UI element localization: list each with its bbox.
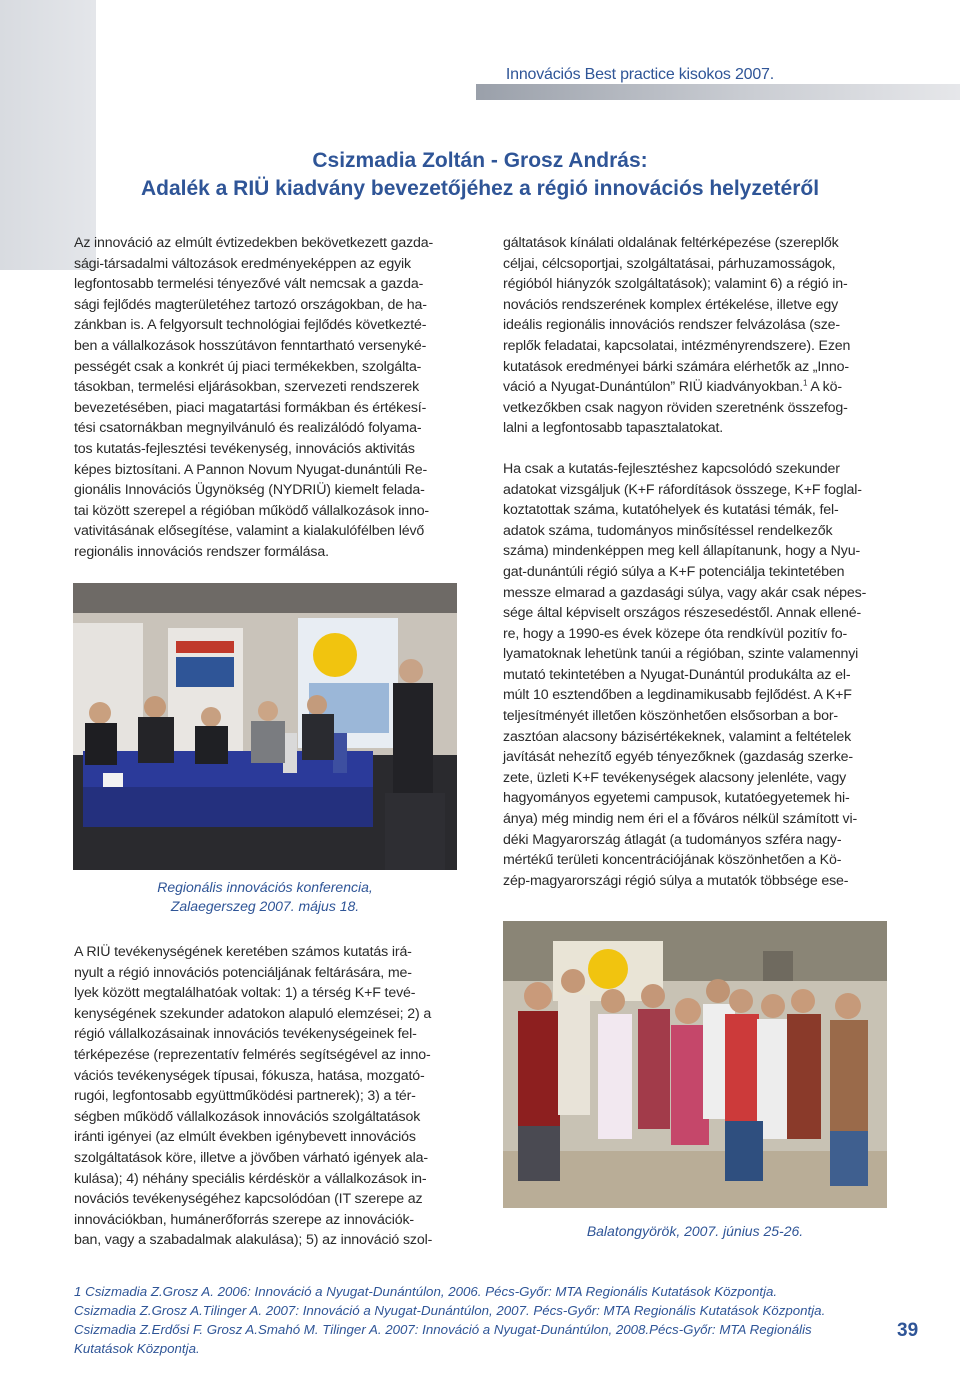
- text-line: messze elmarad a gazdasági súlya, vagy akár csak népes-: [503, 584, 867, 601]
- text-line: adatokat vizsgáljuk (K+F ráfordítások összege, K+F foglal-: [503, 481, 862, 498]
- text-line: innovációkban, humánerőforrás szerepe az innovációk-: [74, 1211, 414, 1228]
- footnotes: [74, 1282, 864, 1358]
- text-line: sági-társadalmi változások eredményeképpen az egyik: [74, 255, 411, 272]
- text-line-tail: A kö-: [807, 379, 842, 396]
- text-line: nyult a régió innovációs potenciáljának feltárására, me-: [74, 964, 412, 981]
- text-line: váció a Nyugat-Dunántúlon” RIÜ kiadványokban.: [503, 379, 804, 396]
- caption-line: Regionális innovációs konferencia,: [157, 879, 373, 895]
- text-line: re, hogy a 1990-es évek közepe óta rendkívül pozitív fo-: [503, 625, 848, 642]
- text-line: vetkezőkben csak nagyon röviden szeretnénk összefog-: [503, 399, 848, 416]
- text-line: Ha csak a kutatás-fejlesztéshez kapcsolódó szekunder: [503, 460, 840, 477]
- text-line: novációs rendszerének komplex értékelése, illetve egy: [503, 296, 839, 313]
- left-column-bottom: [74, 942, 459, 1251]
- text-line: vációs tevékenységek típusai, fókusza, hatása, mozgató-: [74, 1067, 425, 1084]
- text-line: gáltatások kínálati oldalának feltérképezése (szereplők: [503, 235, 839, 251]
- text-line: ánya) még mindig nem éri el a főváros nélkül számított vi-: [503, 811, 858, 828]
- text-line: ben a vállalkozások hosszútávon fenntartható versenyké-: [74, 337, 427, 354]
- text-line: tásokban, termelési eljárásokban, szervezeti rendszerek: [74, 379, 420, 396]
- text-line: sági fejlődés magterületéhez tartozó országokban, de ha-: [74, 296, 427, 313]
- text-line: gat-dunántúli régió súlya a K+F potenciálja tekintetében: [503, 563, 845, 580]
- right-column-top: [503, 233, 889, 891]
- article-title: Adalék a RIÜ kiadvány bevezetőjéhez a régió innovációs helyzetéről: [140, 177, 820, 200]
- footnote-line: Kutatások Központja.: [74, 1341, 200, 1356]
- text-line: ideális regionális innovációs rendszer felvázolása (sze-: [503, 317, 840, 334]
- text-line: ban, vagy a szabadalmak alakulása); 5) az innováció szol-: [74, 1232, 433, 1249]
- paragraph-continuation: [503, 233, 889, 439]
- footnote-line: Csizmadia Z.Erdősi F. Grosz A.Smahó M. Tilinger A. 2007: Innováció a Nyugat-Dunántúlon, 2008.Pécs-Győr: MTA Regionális: [74, 1322, 812, 1337]
- article-author-title: Csizmadia Zoltán - Grosz András:: [312, 149, 648, 172]
- text-line: lyek között megtalálhatóak voltak: 1) a térség K+F tevé-: [74, 985, 416, 1002]
- text-line: A RIÜ tevékenységének keretében számos kutatás irá-: [74, 944, 412, 960]
- text-line: kulása); 4) néhány speciális kérdéskör a vállalkozások in-: [74, 1170, 427, 1187]
- group-photo-caption: Balatongyörök, 2007. június 25-26.: [586, 1223, 804, 1239]
- text-line: tos kutatás-fejlesztési tevékenység, innovációs aktivitás: [74, 440, 415, 457]
- text-line: zasztóan alacsony bázisértékeknek, valamint a feltételek: [503, 728, 852, 745]
- running-title: Innovációs Best practice kisokos 2007.: [505, 66, 774, 83]
- page-number: 39: [897, 1320, 919, 1341]
- caption-line: Zalaegerszeg 2007. május 18.: [170, 898, 360, 914]
- text-line: zete, üzleti K+F tevékenységek alacsony jelenléte, vagy: [503, 769, 847, 786]
- group-photo: [503, 921, 887, 1208]
- text-line: bevezetésében, piaci magatartási formákban és értékesí-: [74, 399, 427, 416]
- text-line: régió vállalkozásainak innovációs tevékenységeinek fel-: [74, 1026, 417, 1043]
- text-line: vativitásának elősegítése, valamint a kialakulófélben lévő: [74, 523, 425, 540]
- text-line-with-footnote: [503, 377, 889, 398]
- paragraph-intro: [74, 233, 462, 563]
- text-line: teljesítményét illetően köszönhetően elsősorban a bor-: [503, 708, 838, 725]
- text-line: régióból hiányzók szolgáltatások); valamint 6) a régió in-: [503, 276, 848, 293]
- paragraph-riu-research: [74, 942, 459, 1251]
- text-line: sége által képviselt országos részesedéstől. Annak ellené-: [503, 605, 862, 622]
- text-line: szolgáltatások köre, illetve a jövőben várható igények ala-: [74, 1149, 428, 1166]
- paragraph-rd-analysis: [503, 459, 889, 891]
- text-line: gionális Innovációs Ügynökség (NYDRIÜ) kiemelt felada-: [74, 482, 425, 499]
- conference-photo: [73, 583, 457, 870]
- text-line: képes biztosítani. A Pannon Novum Nyugat-dunántúli Re-: [74, 461, 428, 478]
- text-line: zánkban is. A felgyorsult technológiai fejlődés következté-: [74, 317, 427, 334]
- header-bar: [476, 84, 960, 100]
- text-line: hagyományos egyetemi campusok, kutatóegyetemek hi-: [503, 790, 850, 807]
- text-line: céljai, célcsoportjai, szolgáltatásai, párhuzamosságok,: [503, 255, 836, 272]
- text-line: Az innováció az elmúlt évtizedekben bekövetkezett gazda-: [74, 235, 434, 251]
- footnote-ref[interactable]: 1: [803, 378, 808, 388]
- text-line: pességét csak a konkrét új piaci termékekben, szolgálta-: [74, 358, 422, 375]
- conference-photo-caption: [73, 878, 457, 916]
- text-line: lalni a legfontosabb tapasztalatokat.: [503, 420, 724, 437]
- text-line: iránti igényei (az elmúlt években igénybevett innovációs: [74, 1129, 416, 1146]
- text-line: replők feladatai, kapcsolatai, intézményrendszere). Ezen: [503, 337, 851, 354]
- text-line: zép-magyarországi régió súlya a mutatók többsége ese-: [503, 872, 849, 889]
- text-line: múlt 10 esztendőben a legdinamikusabb fejlődést. A K+F: [503, 687, 852, 704]
- text-line: rugói, legfontosabb együttműködési partnerek); 3) a tér-: [74, 1088, 416, 1105]
- left-column-top: [74, 233, 462, 563]
- footnote-line: 1 Csizmadia Z.Grosz A. 2006: Innováció a Nyugat-Dunántúlon, 2006. Pécs-Győr: MTA Regionális Kutatások Központja.: [74, 1284, 778, 1299]
- text-line: térképezése (reprezentatív felmérés segítségével az inno-: [74, 1046, 431, 1063]
- text-line: tési csatornákban megnyilvánuló és realizálódó folyama-: [74, 420, 422, 437]
- text-line: tai között szerepel a régióban működő vállalkozások inno-: [74, 502, 430, 519]
- text-line: javítását nehezítő egyéb tényezőknek (gazdaság szerke-: [503, 749, 853, 766]
- corner-decoration: [0, 0, 96, 270]
- footnote-line: Csizmadia Z.Grosz A.Tilinger A. 2007: Innováció a Nyugat-Dunántúlon, 2007. Pécs-Győr: MTA Regionális Kutatások Központja.: [74, 1303, 826, 1318]
- text-line: koztatottak száma, kutatóhelyek és kutatási témák, fel-: [503, 502, 839, 519]
- text-line: ségben működő vállalkozások innovációs szolgáltatások: [74, 1108, 421, 1125]
- text-line: kutatások eredményei bárki számára elérhetők az „Inno-: [503, 358, 849, 375]
- text-line: száma) mindenképpen meg kell állapítanunk, hogy a Nyu-: [503, 543, 861, 560]
- text-line: déki Magyarország átlagát (a tudományos szféra nagy-: [503, 831, 842, 848]
- text-line: mutató tekintetében a Nyugat-Dunántúl produkálta az el-: [503, 666, 851, 683]
- text-line: kenységének szekunder adatokon alapuló elemzései; 2) a: [74, 1005, 432, 1022]
- text-line: lyamatoknak lehetünk tanúi a régióban, szinte valamennyi: [503, 646, 859, 663]
- text-line: novációs tevékenységéhez kapcsolódóan (IT szerepe az: [74, 1191, 423, 1208]
- text-line: adatok száma, tudományos minősítéssel rendelkezők: [503, 522, 833, 539]
- text-line: mértékű területi koncentrációjának köszönhetően a Kö-: [503, 852, 842, 869]
- text-line: legfontosabb termelési tényezővé vált nemcsak a gazda-: [74, 276, 424, 293]
- text-line: regionális innovációs rendszer formálása.: [74, 543, 329, 560]
